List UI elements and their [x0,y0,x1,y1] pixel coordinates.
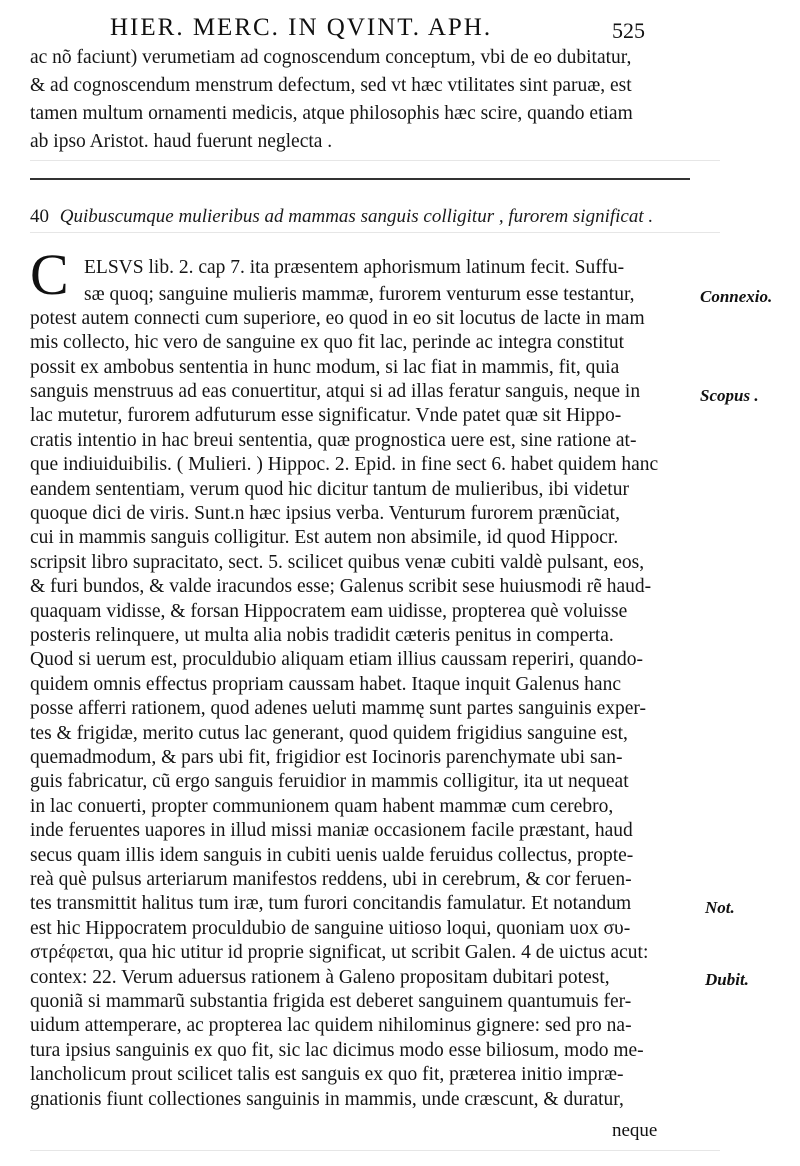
body-line: in lac conuerti, propter communionem quam habent mammæ cum cerebro, [30,796,614,817]
body-line: quoniã si mammarũ substantia frigida est deberet sanguinem quantumuis fer- [30,991,632,1012]
body-line: & furi bundos, & valde iracundos esse; Galenus scribit sese huiusmodi rẽ haud- [30,576,652,597]
body-line: que indiuiduibilis. ( Mulieri. ) Hippoc. 2. Epid. in fine sect 6. habet quidem hanc [30,454,659,475]
top-text-line: tamen multum ornamenti medicis, atque philosophis hæc scire, quando etiam [30,103,633,124]
aphorism-text: Quibuscumque mulieribus ad mammas sanguis colligitur , furorem significat . [59,206,654,227]
aphorism-number: 40 [30,206,49,227]
body-line: lac mutetur, furorem adfuturum esse significatur. Vnde patet quæ sit Hippo- [30,405,622,426]
body-line: inde feruentes uapores in illud missi maniæ occasionem facile præstant, haud [30,820,633,841]
margin-note-dubit: Dubit. [705,970,749,989]
body-line: scripsit libro supracitato, sect. 5. scilicet quibus venæ cubiti valdè pulsant, eos, [30,552,645,573]
body-line: quemadmodum, & pars ubi fit, frigidior est Iocinoris parenchymate ubi san- [30,747,623,768]
body-first-line [84,256,624,280]
body-line: tes transmittit halitus tum iræ, tum furori concitandis famulatur. Et notandum [30,893,632,914]
body-line: Quod si uerum est, proculdubio aliquam etiam illius caussam reperiri, quando- [30,649,644,670]
body-line: guis fabricatur, cũ ergo sanguis feruidior in mammis colligitur, ita ut nequeat [30,771,629,792]
body-line: sanguis menstruus ad eas conuertitur, atqui si ad illas feratur sanguis, neque in [30,381,641,402]
bleed-through-line [30,160,720,161]
first-line-rest: lib. 2. cap 7. ita præsentem aphorismum latinum fecit. Suffu- [143,257,625,278]
body-line: tes & frigidæ, merito cutus lac generant, quod quidem frigidius sanguine est, [30,723,628,744]
margin-note-connexio: Connexio. [700,287,773,306]
body-line: quoque dici de viris. Sunt.n hæc ipsius verba. Venturum furorem prænũciat, [30,503,620,524]
body-line: gnationis fiunt collectiones sanguinis in mammis, unde cræscunt, & duratur, [30,1089,624,1110]
bleed-through-line [30,232,720,233]
running-head: HIER. MERC. IN QVINT. APH. [110,14,493,41]
first-word: ELSVS [84,257,144,278]
body-line: tura ipsius sanguinis ex quo fit, sic lac dicimus modo esse biliosum, modo me- [30,1040,644,1061]
body-line: reà què pulsus arteriarum manifestos reddens, ubi in cerebrum, & cor feruen- [30,869,632,890]
body-line: quidem omnis effectus propriam caussam habet. Itaque inquit Galenus hanc [30,674,621,695]
page-header [0,14,800,46]
margin-note-not: Not. [705,898,735,917]
body-line: cui in mammis sanguis colligitur. Est autem non absimile, id quod Hippocr. [30,527,619,548]
body-line: lancholicum prout scilicet talis est sanguis ex quo fit, præterea initio impræ- [30,1064,624,1085]
page-number: 525 [612,18,645,43]
body-line: secus quam illis idem sanguis in cubiti uenis ualde feruidus collectus, propte- [30,845,634,866]
body-line: est hic Hippocratem proculdubio de sanguine uitioso loqui, quoniam uox συ- [30,918,631,939]
body-line: possit ex ambobus sententia in hunc modum, si lac fiat in mammis, fit, quia [30,357,620,378]
body-line: posse afferri rationem, quod adenes ueluti mammę sunt partes sanguinis exper- [30,698,647,719]
body-line: eandem sententiam, verum quod hic dicitur tantum de mulieribus, ibi videtur [30,479,629,500]
body-line: contex: 22. Verum aduersus rationem à Galeno propositam dubitari potest, [30,967,610,988]
body-line: posteris relinquere, ut multa alia nobis tradidit cæteris penitus in comperta. [30,625,614,646]
body-line: quaquam vidisse, & forsan Hippocratem eam uidisse, propterea què voluisse [30,601,628,622]
top-text-line: ac nõ faciunt) verumetiam ad cognoscendum conceptum, vbi de eo dubitatur, [30,47,632,68]
bleed-through-line [30,1150,720,1151]
drop-cap: C [30,242,69,307]
body-line: sæ quoq; sanguine mulieris mammæ, furorem venturum esse testantur, [84,284,635,305]
body-line: cratis intentio in hac breui sententia, quæ prognostica uere est, sine ratione at- [30,430,637,451]
body-line: uidum attemperare, ac propterea lac quidem nihilominus gignere: sed pro na- [30,1015,632,1036]
margin-note-scopus: Scopus . [700,386,759,405]
top-text-line: & ad cognoscendum menstrum defectum, sed vt hæc vtilitates sint paruæ, est [30,75,632,96]
body-line: potest autem connecti cum superiore, eo quod in eo sit locutus de lacte in mam [30,308,645,329]
aphorism-heading [30,206,653,228]
body-line: στρέφεται, qua hic utitur id proprie significat, ut scribit Galen. 4 de uictus acut: [30,942,649,963]
top-text-line: ab ipso Aristot. haud fuerunt neglecta . [30,131,333,152]
body-line: mis collecto, hic vero de sanguine ex quo fit lac, perinde ac integra constitut [30,332,625,353]
section-rule [30,178,690,180]
catchword: neque [612,1120,658,1141]
